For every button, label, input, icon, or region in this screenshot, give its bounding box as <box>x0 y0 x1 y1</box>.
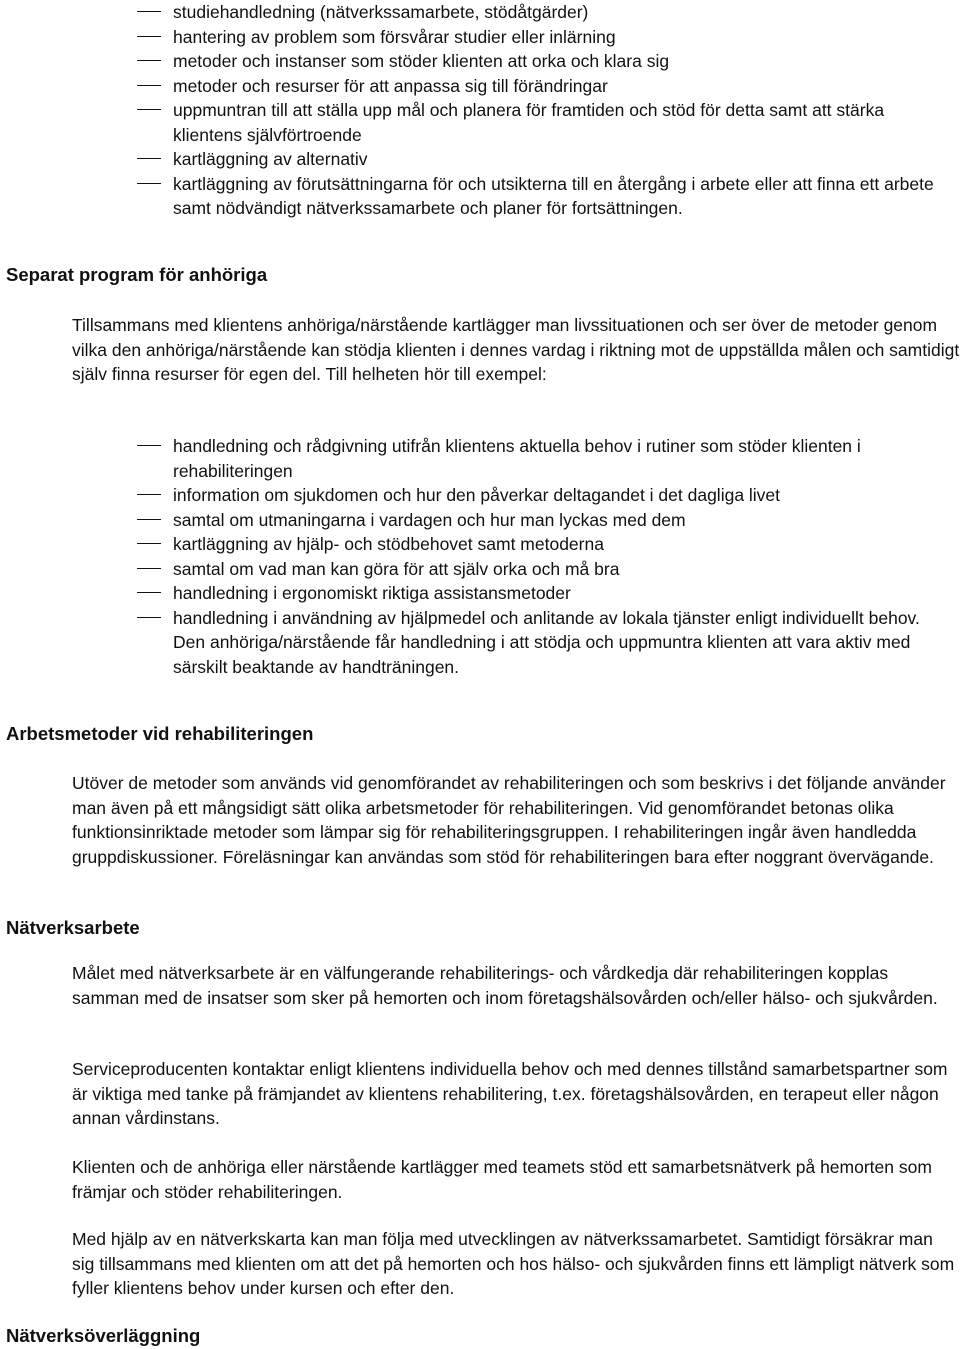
list-item-text: uppmuntran till att ställa upp mål och planera för framtiden och stöd för detta samt att stärka klientens självförtroende <box>173 100 885 145</box>
list-item-text: studiehandledning (nätverkssamarbete, stödåtgärder) <box>173 2 589 22</box>
paragraph-network-map: Med hjälp av en nätverkskarta kan man följa med utvecklingen av nätverkssamarbetet. Samtidigt försäkrar man sig tillsammans med klienten om att det på hemorten och hos hälso- och sjukvården finns ett lämpligt nätverk som fyller klientens behov under kursen och efter den. <box>72 1229 955 1298</box>
list-item <box>0 74 960 99</box>
list-item <box>0 0 960 25</box>
bullet-list-support <box>0 0 960 221</box>
list-item <box>0 434 960 483</box>
section-heading-relatives: Separat program för anhöriga <box>6 264 268 285</box>
paragraph-relatives-intro: Tillsammans med klientens anhöriga/närstående kartlägger man livssituationen och ser över de metoder genom vilka den anhöriga/närstående kan stödja klienten i dennes vardag i riktning mot de uppställda målen och samtidigt själv finna resurser för egen del. Till helheten hör till exempel: <box>72 315 960 384</box>
list-item-text: metoder och instanser som stöder klienten att orka och klara sig <box>173 51 670 71</box>
list-item <box>0 147 960 172</box>
list-item-text: handledning och rådgivning utifrån klientens aktuella behov i rutiner som stöder klienten i rehabiliteringen <box>173 436 861 481</box>
paragraph-network-contact: Serviceproducenten kontaktar enligt klientens individuella behov och med dennes tillstånd samarbetspartner som är viktiga med tanke på främjandet av klientens rehabilitering, t.ex. företagshälsovården, en terapeut eller någon annan vårdinstans. <box>72 1059 948 1128</box>
bullet-list-relatives <box>0 434 960 679</box>
list-item <box>0 532 960 557</box>
list-item <box>0 581 960 606</box>
list-item <box>0 557 960 582</box>
list-item <box>0 172 960 221</box>
list-item-text: metoder och resurser för att anpassa sig till förändringar <box>173 75 608 96</box>
paragraph-network-mapping: Klienten och de anhöriga eller närstående kartlägger med teamets stöd ett samarbetsnätverk på hemorten som främjar och stöder rehabiliteringen. <box>72 1157 932 1202</box>
list-item-text: handledning i ergonomiskt riktiga assistansmetoder <box>173 583 571 603</box>
list-item-text: kartläggning av förutsättningarna för och utsikterna till en återgång i arbete eller att finna ett arbete samt nödvändigt nätverkssamarbete och planer för fortsättningen. <box>173 173 934 218</box>
paragraph-methods: Utöver de metoder som används vid genomförandet av rehabiliteringen och som beskrivs i det följande använder man även på ett mångsidigt sätt olika arbetsmetoder för rehabiliteringen. Vid genomförandet betonas olika funktionsinriktade metoder som lämpar sig för rehabiliteringsgruppen. I rehabiliteringen ingår även handledda gruppdiskussioner. Föreläsningar kan användas som stöd för rehabiliteringen bara efter noggrant övervägande. <box>72 773 946 867</box>
section-heading-network: Nätverksarbete <box>6 917 140 938</box>
list-item <box>0 508 960 533</box>
paragraph-network-goal: Målet med nätverksarbete är en välfungerande rehabiliterings- och vårdkedja där rehabiliteringen kopplas samman med de insatser som sker på hemorten och inom företagshälsovården och/eller hälso- och sjukvården. <box>72 963 938 1008</box>
list-item-text: samtal om vad man kan göra för att själv orka och må bra <box>173 558 620 579</box>
list-item-text: handledning i användning av hjälpmedel och anlitande av lokala tjänster enligt individuellt behov. Den anhöriga/närstående får handledning i att stödja och uppmuntra klienten att vara aktiv med särskilt beaktande av handträningen. <box>173 607 920 677</box>
section-heading-network-meeting: Nätverksöverläggning <box>6 1325 201 1346</box>
list-item <box>0 49 960 74</box>
list-item-text: hantering av problem som försvårar studier eller inlärning <box>173 26 616 47</box>
list-item <box>0 25 960 50</box>
list-item <box>0 606 960 680</box>
list-item-text: kartläggning av hjälp- och stödbehovet samt metoderna <box>173 534 604 554</box>
list-item <box>0 483 960 508</box>
list-item-text: information om sjukdomen och hur den påverkar deltagandet i det dagliga livet <box>173 485 781 505</box>
list-item-text: samtal om utmaningarna i vardagen och hur man lyckas med dem <box>173 509 686 530</box>
list-item <box>0 98 960 147</box>
section-heading-methods: Arbetsmetoder vid rehabiliteringen <box>6 723 314 744</box>
list-item-text: kartläggning av alternativ <box>173 149 368 169</box>
